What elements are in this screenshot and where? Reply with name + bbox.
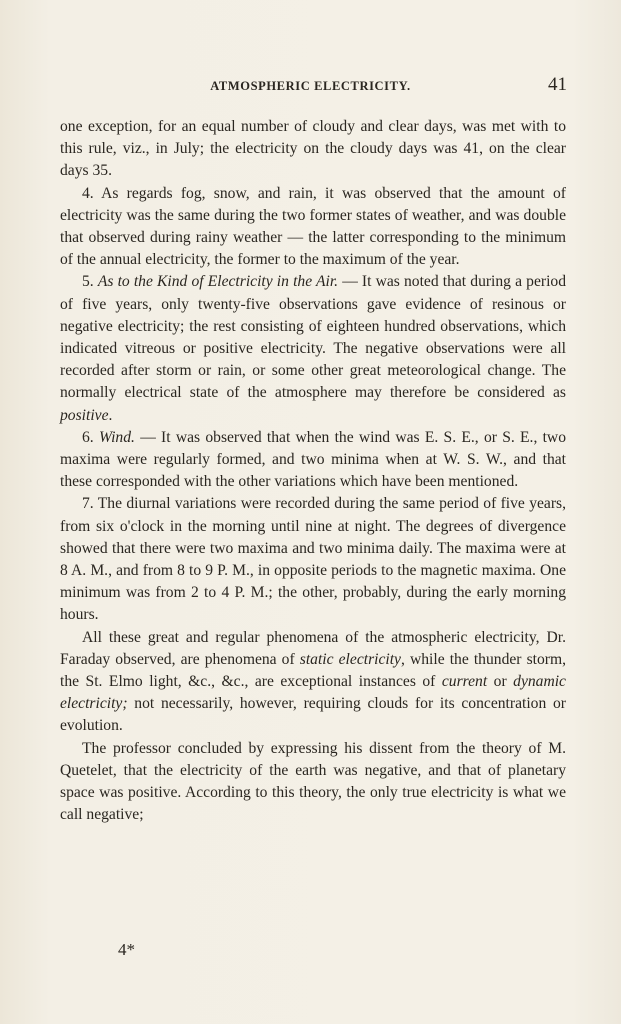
emphasis-text: static electricity — [299, 650, 401, 668]
section-title: As to the Kind of Electricity in the Air. — [97, 273, 339, 291]
paragraph-text: — It was noted that during a period of five years, only twenty-five observations gave evidence of resinous or negative electricity; the rest consisting of eighteen hundred observations, which indicated vitreous or positive electricity. The negative observations were all recorded after storm or rain, or some other great meteorological change. The normally electrical state of the atmosphere may therefore be considered as — [60, 273, 567, 402]
running-title: ATMOSPHERIC ELECTRICITY. — [210, 79, 411, 93]
body-text — [60, 116, 566, 827]
running-head — [0, 74, 621, 99]
paragraph-3 — [60, 271, 566, 426]
emphasis-text: current — [441, 673, 488, 691]
paragraph-4 — [60, 427, 566, 494]
emphasis-text: dynamic electricity; — [60, 673, 566, 713]
page-number: 41 — [548, 74, 567, 95]
signature-mark: 4* — [118, 940, 135, 959]
emphasis-text: positive — [60, 406, 109, 424]
section-number: 6. — [82, 428, 94, 446]
paragraph-text: not necessarily, however, requiring clouds for its concentration or evolution. — [60, 695, 566, 735]
paragraph-2: 4. As regards fog, snow, and rain, it was observed that the amount of electricity was the same during the two former states of weather, and was double that observed during rainy weather — the latter corresponding to the minimum of the annual electricity, the former to the maximum of the year. — [60, 184, 566, 269]
paragraph-text: or — [487, 673, 514, 691]
paragraph-text-end: . — [108, 406, 113, 424]
paragraph-text: — It was observed that when the wind was E. S. E., or S. E., two maxima were regularly formed, and two minima when at W. S. W., and that these corresponded with the other variations which have been mentioned. — [60, 428, 566, 491]
section-title: Wind. — [98, 428, 135, 446]
paragraph-6 — [60, 627, 566, 738]
paragraph-text: All these great and regular phenomena of the atmospheric electricity, Dr. Faraday observed, are phenomena of — [60, 628, 566, 668]
section-number: 5. — [82, 273, 94, 291]
paragraph-5: 7. The diurnal variations were recorded during the same period of five years, from six o'clock in the morning until nine at night. The degrees of divergence showed that there were two maxima and two minima daily. The maxima were at 8 A. M., and from 8 to 9 P. M., in opposite periods to the magnetic maxima. One minimum was from 2 to 4 P. M.; the other, probably, during the early morning hours. — [60, 495, 566, 624]
paragraph-text: , while the thunder storm, the St. Elmo light, &c., &c., are exceptional instances of — [60, 650, 566, 691]
paragraph-7: The professor concluded by expressing his dissent from the theory of M. Quetelet, that the electricity of the earth was negative, and that of planetary space was positive. According to this theory, the only true electricity is what we call negative; — [60, 739, 566, 824]
paragraph-1: one exception, for an equal number of cloudy and clear days, was met with to this rule, viz., in July; the electricity on the cloudy days was 41, on the clear days 35. — [60, 118, 566, 180]
